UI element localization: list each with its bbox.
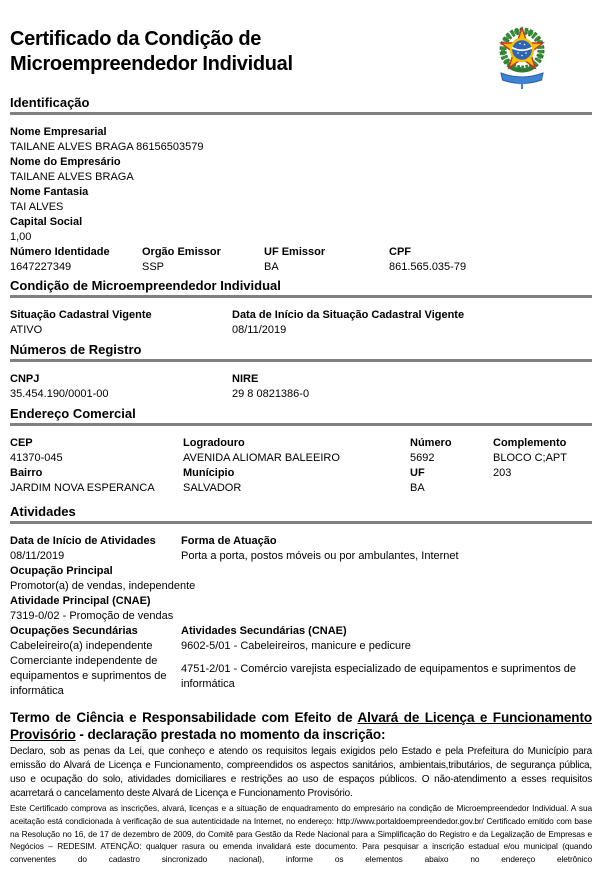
- atividade-principal-value: 7319-0/02 - Promoção de vendas: [10, 610, 174, 622]
- cnae-secundaria-1: 9602-5/01 - Cabeleireiros, manicure e pedicure: [181, 640, 411, 652]
- uf-emissor-label: UF Emissor: [264, 246, 326, 258]
- logradouro-label: Logradouro: [183, 437, 245, 449]
- termo-declaration: Declaro, sob as penas da Lei, que conheço e atendo os requisitos legais exigidos pelo Estado e pela Prefeitura do Município para emissão do Alvará de Licença e Funcionamento, compreendidos os aspectos sanitários, ambientais,tributários, de segurança pública, uso e ocupação do solo, atividades domiciliares e restrições ao uso de espaços públicos. O não-atendimento a esses requisitos acarretará o cancelamento deste Alvará de Licença e Funcionamento Provisório.: [10, 746, 592, 799]
- nome-empresarial-value: TAILANE ALVES BRAGA 86156503579: [10, 141, 204, 153]
- termo-heading-prefix: Termo de Ciência e Responsabilidade com Efeito de: [10, 710, 358, 725]
- uf-value: BA: [410, 482, 425, 494]
- cpf-value: 861.565.035-79: [389, 261, 467, 273]
- ocupacao-principal-value: Promotor(a) de vendas, independente: [10, 580, 196, 592]
- cep-label: CEP: [10, 437, 33, 449]
- capital-social-value: 1,00: [10, 231, 32, 243]
- section-heading-condicao: Condição de Microempreendedor Individual: [10, 278, 281, 293]
- capital-social-label: Capital Social: [10, 216, 83, 228]
- page-title: [10, 27, 293, 77]
- numero-identidade-label: Número Identidade: [10, 246, 110, 258]
- bairro-label: Bairro: [10, 467, 43, 479]
- cnpj-value: 35.454.190/0001-00: [10, 388, 109, 400]
- nire-label: NIRE: [232, 373, 259, 385]
- atividade-principal-label: Atividade Principal (CNAE): [10, 595, 151, 607]
- section-divider: [10, 112, 592, 115]
- logradouro-value: AVENIDA ALIOMAR BALEEIRO: [183, 452, 340, 464]
- atividades-fields: [10, 534, 592, 699]
- municipio-label: Munícipio: [183, 467, 235, 479]
- situacao-cadastral-value: ATIVO: [10, 324, 43, 336]
- nome-fantasia-label: Nome Fantasia: [10, 186, 89, 198]
- nome-empresario-label: Nome do Empresário: [10, 156, 121, 168]
- complemento-value: BLOCO C;APT 203: [493, 452, 567, 479]
- ocupacoes-secundarias-label: Ocupações Secundárias: [10, 625, 138, 637]
- document-header: [10, 27, 592, 94]
- atividades-secundarias-label: Atividades Secundárias (CNAE): [181, 625, 347, 637]
- section-divider: [10, 295, 592, 298]
- data-inicio-situacao-label: Data de Início da Situação Cadastral Vigente: [232, 309, 465, 321]
- orgao-emissor-value: SSP: [142, 261, 165, 273]
- atividades-secundarias-table: [10, 624, 592, 699]
- municipio-value: SALVADOR: [183, 482, 242, 494]
- forma-atuacao-label: Forma de Atuação: [181, 535, 277, 547]
- numero-value: 5692: [410, 452, 435, 464]
- section-heading-identificacao: Identificação: [10, 95, 90, 110]
- section-heading-atividades: Atividades: [10, 504, 76, 519]
- section-divider: [10, 521, 592, 524]
- forma-atuacao-value: Porta a porta, postos móveis ou por ambulantes, Internet: [181, 550, 459, 562]
- orgao-emissor-label: Orgão Emissor: [142, 246, 221, 258]
- cpf-label: CPF: [389, 246, 411, 258]
- numero-identidade-value: 1647227349: [10, 261, 72, 273]
- identity-row: [10, 245, 592, 275]
- ocupacao-principal-label: Ocupação Principal: [10, 565, 113, 577]
- situacao-cadastral-label: Situação Cadastral Vigente: [10, 309, 152, 321]
- termo-heading: [10, 709, 592, 743]
- atividades-inicio-row: [10, 534, 592, 564]
- cnae-secundaria-2: 4751-2/01 - Comércio varejista especializado de equipamentos e suprimentos de informática: [181, 662, 577, 690]
- section-endereco: [10, 406, 592, 496]
- section-divider: [10, 423, 592, 426]
- identificacao-fields: [10, 125, 592, 275]
- brazil-coat-of-arms-icon: [497, 24, 547, 90]
- section-heading-registro: Números de Registro: [10, 342, 142, 357]
- ocupacao-secundaria-1: Cabeleireiro(a) independente: [10, 640, 153, 652]
- page-title-line1: Certificado da Condição de: [10, 28, 262, 50]
- data-inicio-atividades-value: 08/11/2019: [10, 550, 65, 562]
- ocupacao-secundaria-2: Comerciante independente de equipamentos e suprimentos de informática: [10, 655, 167, 697]
- uf-label: UF: [410, 467, 425, 479]
- complemento-label: Complemento: [493, 437, 567, 449]
- uf-emissor-value: BA: [264, 261, 279, 273]
- page-title-line2: Microempreendedor Individual: [10, 53, 293, 75]
- nome-empresario-value: TAILANE ALVES BRAGA: [10, 171, 134, 183]
- nire-value: 29 8 0821386-0: [232, 388, 310, 400]
- registro-fields: [10, 372, 592, 402]
- section-registro: [10, 342, 592, 402]
- condicao-fields: [10, 308, 592, 338]
- section-condicao: [10, 278, 592, 338]
- cep-value: 41370-045: [10, 452, 63, 464]
- termo-heading-suffix: - declaração prestada no momento da inscrição:: [75, 727, 386, 742]
- section-divider: [10, 359, 592, 362]
- cnpj-label: CNPJ: [10, 373, 40, 385]
- nome-fantasia-value: TAI ALVES: [10, 201, 64, 213]
- termo-heading-underlined: Alvará de Licença e Funcionamento Provisório: [10, 710, 592, 742]
- section-termo: [10, 709, 592, 866]
- section-heading-endereco: Endereço Comercial: [10, 406, 136, 421]
- section-identificacao: [10, 95, 592, 275]
- endereco-fields: [10, 436, 592, 496]
- nome-empresarial-label: Nome Empresarial: [10, 126, 107, 138]
- data-inicio-situacao-value: 08/11/2019: [232, 324, 287, 336]
- data-inicio-atividades-label: Data de Início de Atividades: [10, 535, 156, 547]
- section-atividades: [10, 504, 592, 699]
- numero-label: Número: [410, 437, 452, 449]
- bairro-value: JARDIM NOVA ESPERANCA: [10, 482, 155, 494]
- certificate-fine-print: Este Certificado comprova as inscrições, alvará, licenças e a situação de enquadramento do empresário na condição de Microempreendedor Individual. A sua aceitação está condicionada à verificação de sua autenticidade na Internet, no endereço: http://www.portaldoempreendedor.gov.br/ Certificado emitido com base na Resolução no 16, de 17 de dezembro de 2009, do Comitê para Gestão da Rede Nacional para a Simplificação do Registro e da Legalização de Empresas e Negócios – REDESIM. ATENÇÃO: qualquer rasura ou emenda invalidará este documento. Para pesquisar a inscrição estadual e/ou municipal (quando convenentes do cadastro sincronizado nacional), informe os elementos abaixo no endereço eletrônico: [10, 803, 592, 865]
